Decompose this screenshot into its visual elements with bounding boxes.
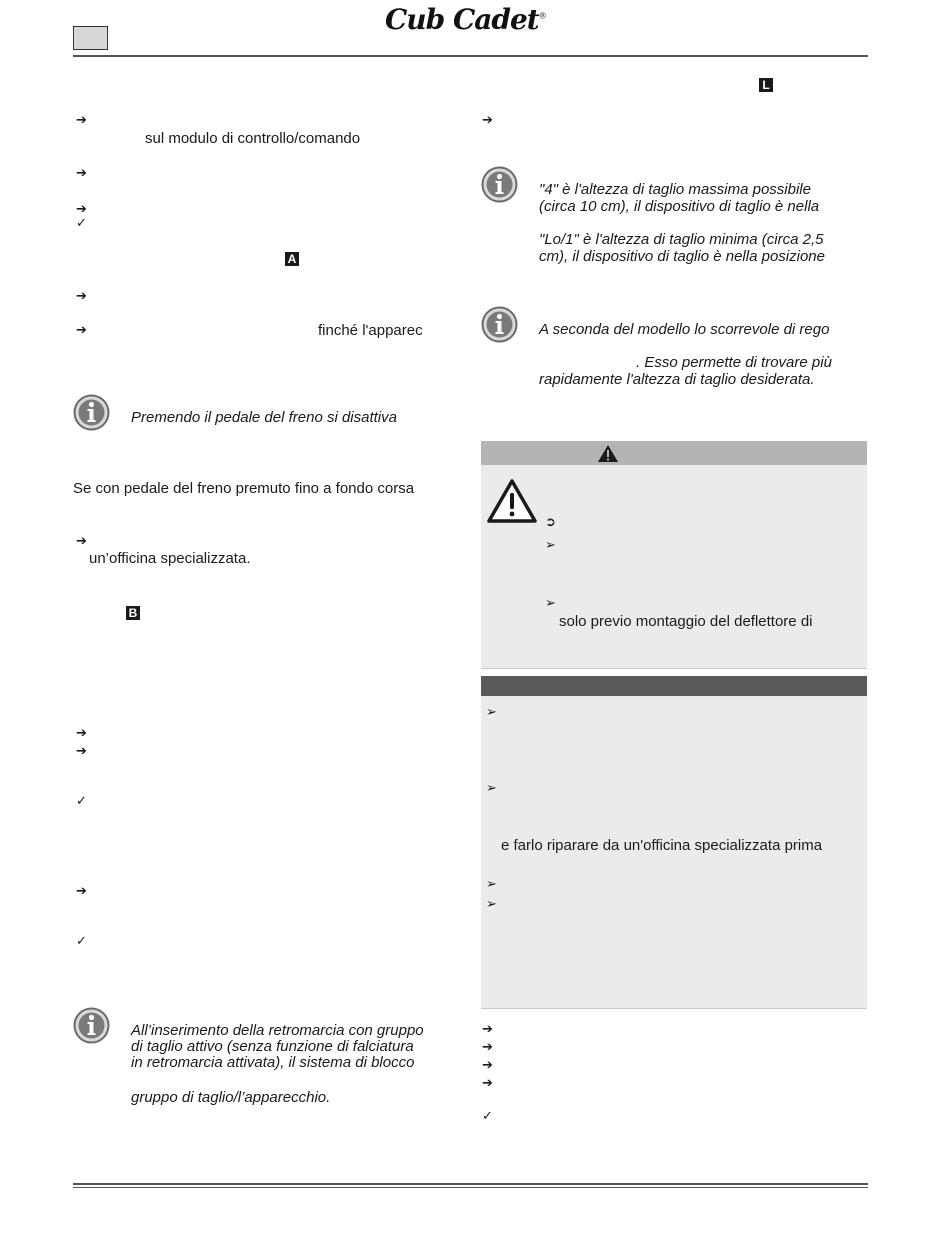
info-text: cm), il dispositivo di taglio è nella posizione <box>539 248 825 265</box>
arrow-right-icon: ➔ <box>76 166 87 181</box>
warning-panel <box>481 441 867 669</box>
arrow-right-icon: ➔ <box>76 113 87 128</box>
info-text: Premendo il pedale del freno si disattiva <box>131 409 397 426</box>
info-icon <box>481 306 518 343</box>
arrowhead-bullet-icon: ➢ <box>486 781 497 796</box>
text-line: un’officina specializzata. <box>89 550 251 567</box>
text-line: solo previo montaggio del deflettore di <box>559 613 813 630</box>
info-text: All’inserimento della retromarcia con gruppo <box>131 1022 424 1039</box>
arrowhead-bullet-icon: ➢ <box>545 596 556 611</box>
text-line: sul modulo di controllo/comando <box>145 130 361 147</box>
notice-header-bar <box>481 676 867 696</box>
arrowhead-bullet-icon: ➢ <box>486 897 497 912</box>
info-text: (circa 10 cm), il dispositivo di taglio è nella <box>539 198 820 215</box>
panel-divider <box>481 668 867 669</box>
header-rule <box>73 55 868 57</box>
text-line: finché l'apparec <box>318 322 423 339</box>
info-text: "Lo/1" è l'altezza di taglio minima (circa 2,5 <box>539 231 824 248</box>
arrow-right-icon: ➔ <box>76 884 87 899</box>
warning-triangle-icon <box>597 444 619 463</box>
panel-divider <box>481 1008 867 1009</box>
arrowhead-bullet-icon: ➢ <box>486 705 497 720</box>
arrow-right-icon: ➔ <box>482 113 493 128</box>
arrow-right-icon: ➔ <box>76 744 87 759</box>
brand-registered-mark: ® <box>538 11 546 21</box>
brand-logo <box>385 3 546 36</box>
check-icon: ✓ <box>76 934 87 949</box>
info-text: in retromarcia attivata), il sistema di blocco <box>131 1054 415 1071</box>
arrow-right-icon: ➔ <box>482 1022 493 1037</box>
info-text: "4" è l'altezza di taglio massima possibile <box>539 181 811 198</box>
warning-triangle-icon <box>486 478 538 524</box>
language-code-box <box>73 26 108 50</box>
arrowhead-bullet-icon: ➢ <box>545 538 556 553</box>
arrow-right-icon: ➔ <box>76 202 87 217</box>
info-icon <box>73 1007 110 1044</box>
arrow-right-icon: ➔ <box>482 1040 493 1055</box>
arrow-right-icon: ➔ <box>482 1058 493 1073</box>
info-text: . Esso permette di trovare più <box>636 354 832 371</box>
info-text: gruppo di taglio/l’apparecchio. <box>131 1089 331 1106</box>
arrow-right-icon: ➔ <box>76 289 87 304</box>
footer-rule-top <box>73 1183 868 1185</box>
figure-badge-b: B <box>126 606 140 620</box>
arrow-right-icon: ➔ <box>482 1076 493 1091</box>
figure-badge-l: L <box>759 78 773 92</box>
arrow-right-icon: ➔ <box>76 726 87 741</box>
arrow-right-icon: ➔ <box>76 323 87 338</box>
info-text: rapidamente l'altezza di taglio desiderata. <box>539 371 815 388</box>
text-line: e farlo riparare da un'officina specializzata prima <box>501 837 823 854</box>
figure-badge-a: A <box>285 252 299 266</box>
info-text: A seconda del modello lo scorrevole di rego <box>539 321 830 338</box>
check-icon: ✓ <box>76 216 87 231</box>
arrow-right-icon: ➔ <box>76 534 87 549</box>
info-text: di taglio attivo (senza funzione di falciatura <box>131 1038 414 1055</box>
check-icon: ✓ <box>482 1109 493 1124</box>
footer-rule-bottom <box>73 1187 868 1188</box>
text-line: Se con pedale del freno premuto fino a fondo corsa <box>73 480 415 497</box>
arrowhead-bullet-icon: ➢ <box>486 877 497 892</box>
info-icon <box>481 166 518 203</box>
warning-header-bar <box>481 441 867 465</box>
return-arrow-icon: ➲ <box>545 515 556 530</box>
brand-name: Cub Cadet <box>385 3 539 36</box>
info-icon <box>73 394 110 431</box>
check-icon: ✓ <box>76 794 87 809</box>
